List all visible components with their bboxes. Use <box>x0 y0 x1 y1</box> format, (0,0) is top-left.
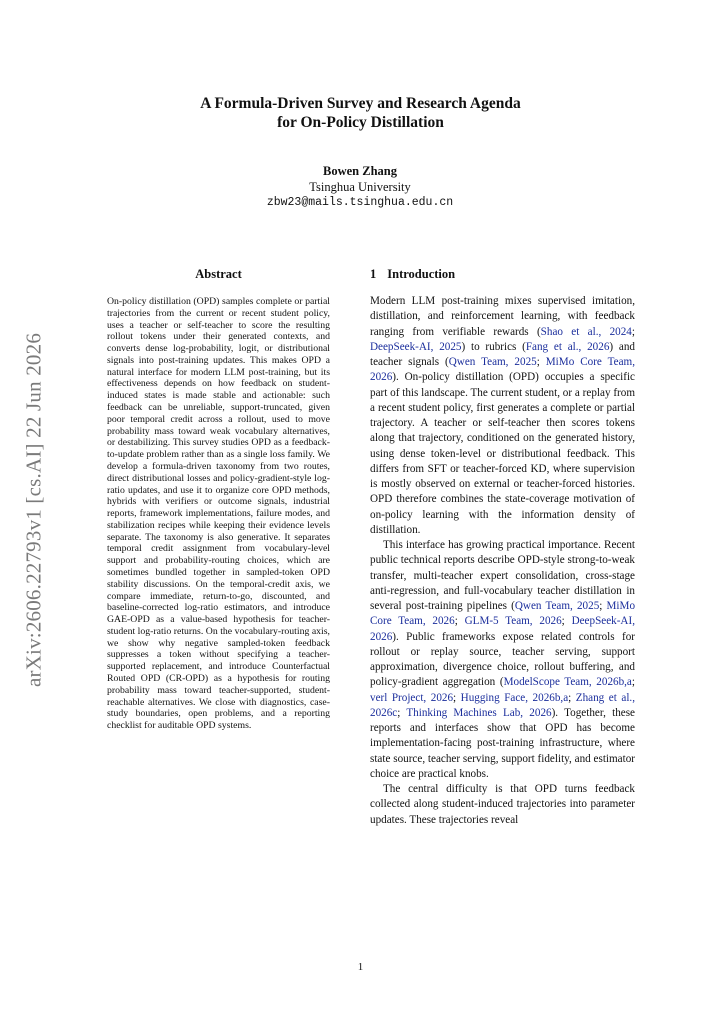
citation-link[interactable]: Fang et al., 2026 <box>525 340 610 353</box>
text-run: ; <box>631 325 635 338</box>
text-run: ; <box>599 600 607 612</box>
author-block <box>160 163 560 211</box>
citation-link[interactable]: GLM-5 Team, 2026 <box>464 615 562 628</box>
text-run: ). Together, these reports and interfaces show that OPD has become implementation-facing post-training infrastructure, where state source, teacher serving, support fidelity, and estimator choice are practical knobs. <box>370 706 635 780</box>
citation-link[interactable]: DeepSeek-AI, 2026 <box>370 615 635 643</box>
intro-paragraph-1 <box>370 294 635 538</box>
text-run: ). Public frameworks expose related controls for rollout or replay source, teacher serving, support approximation, divergence choice, rollout buffering, and policy-gradient aggregation ( <box>370 630 635 689</box>
citation-link[interactable]: MiMo Core Team, 2026 <box>370 356 635 384</box>
text-run: ; <box>454 615 465 628</box>
text-run: ) and teacher signals ( <box>370 340 635 368</box>
introduction-body <box>370 294 635 828</box>
citation-link[interactable]: DeepSeek-AI, 2025 <box>370 340 462 353</box>
abstract-heading: Abstract <box>195 267 242 281</box>
section-heading-introduction <box>370 267 455 282</box>
citation-link[interactable]: Shao et al., 2024 <box>540 325 632 338</box>
text-run: This interface has growing practical importance. Recent public technical reports describe OPD-style strong-to-weak transfer, multi-teacher expert consolidation, cross-stage anti-regression, and full-vocabulary teacher distillation in several post-training pipelines ( <box>370 539 635 612</box>
paper-title <box>100 94 621 132</box>
author-email: zbw23@mails.tsinghua.edu.cn <box>266 196 454 209</box>
text-run: ). On-policy distillation (OPD) occupies a specific part of this landscape. The current student, or a replay from a recent student policy, first generates a complete or partial trajectory. A teacher or self-teacher then scores tokens along that trajectory, conditioned on the generated history, using dense token-level or distributional feedback. This differs from SFT or teacher-forced KD, where supervision is mostly observed on external or teacher-forced histories. OPD therefore combines the state-coverage motivation of on-policy learning with the information density of distillation. <box>370 371 635 536</box>
arxiv-id: arXiv:2606.22793v1 [cs.AI] 22 Jun 2026 <box>21 332 46 688</box>
abstract-text: On-policy distillation (OPD) samples complete or partial trajectories from the current or recent student policy, uses a teacher or self-teacher to score the resulting rollout tokens under their generated contexts, and converts dense log-probability, logit, or distributional signals into post-training updates. This makes OPD a natural interface for modern LLM post-training, but its effectiveness depends on how feedback on student-induced states is made stable and actionable: such feedback can be unreliable, support-truncated, given poor temporal credit across a rollout, used to move probability mass toward weak vocabulary alternatives, or destabilizing. This survey studies OPD as a feedback-to-update problem rather than as a single loss family. We develop a formula-driven taxonomy from two routes, direct distributional losses and policy-gradient-style log-ratio updates, and use it to organize core OPD methods, hybrids with verifiers or outcome signals, industrial reports, framework implementations, failure modes, and stabilization recipes while keeping their evidence levels separate. The taxonomy is also generative. It separates temporal credit assignment from vocabulary-level support and probability-routing choices, which are sometimes bundled together in sampled-token OPD stability discussions. On the temporal-credit axis, we compare immediate, return-to-go, discounted, and baseline-corrected log-ratio estimators, and introduce GAE-OPD as a value-based hypothesis for teacher-student log-ratio returns. On the vocabulary-routing axis, we show why negative sampled-token feedback suppresses a token without specifying a teacher-supported replacement, and introduce Counterfactual Routed OPD (CR-OPD) as a hypothesis for routing probability mass toward teacher-supported, student-reachable alternatives. We close with diagnostics, case-study boundaries, open problems, and a reporting checklist for auditable OPD systems. <box>107 296 330 732</box>
text-run: ; <box>453 691 461 704</box>
intro-paragraph-3 <box>370 782 635 828</box>
section-title: Introduction <box>387 267 456 281</box>
text-run: ; <box>397 706 407 719</box>
text-run: ; <box>536 356 546 368</box>
text-run: ) to rubrics ( <box>461 340 526 353</box>
author-name: Bowen Zhang <box>323 164 397 178</box>
text-run: Modern LLM post-training mixes supervised imitation, distillation, and reinforcement learning, with feedback ranging from verifiable rewards ( <box>370 295 635 338</box>
text-run: The central difficulty is that OPD turns feedback collected along student-induced trajectories into parameter updates. These trajectories reveal <box>370 783 635 826</box>
text-run: ; <box>561 615 572 628</box>
intro-paragraph-2 <box>370 538 635 782</box>
page-number: 1 <box>357 961 364 973</box>
text-run: ; <box>568 691 576 704</box>
citation-link[interactable]: Thinking Machines Lab, 2026 <box>406 706 552 719</box>
arxiv-sidebar-stamp <box>14 300 54 720</box>
title-line-1: A Formula-Driven Survey and Research Agenda <box>200 95 521 112</box>
citation-link[interactable]: Zhang et al., 2026c <box>370 691 635 719</box>
citation-link[interactable]: Qwen Team, 2025 <box>448 356 537 368</box>
author-affiliation: Tsinghua University <box>309 180 411 194</box>
title-line-2: for On-Policy Distillation <box>277 114 444 131</box>
citation-link[interactable]: verl Project, 2026 <box>370 691 454 704</box>
citation-link[interactable]: Hugging Face, 2026b,a <box>460 691 569 704</box>
citation-link[interactable]: Qwen Team, 2025 <box>514 600 600 612</box>
citation-link[interactable]: MiMo Core Team, 2026 <box>370 600 636 628</box>
text-run: ; <box>631 676 635 689</box>
citation-link[interactable]: ModelScope Team, 2026b,a <box>503 676 632 689</box>
section-number: 1 <box>370 267 377 281</box>
